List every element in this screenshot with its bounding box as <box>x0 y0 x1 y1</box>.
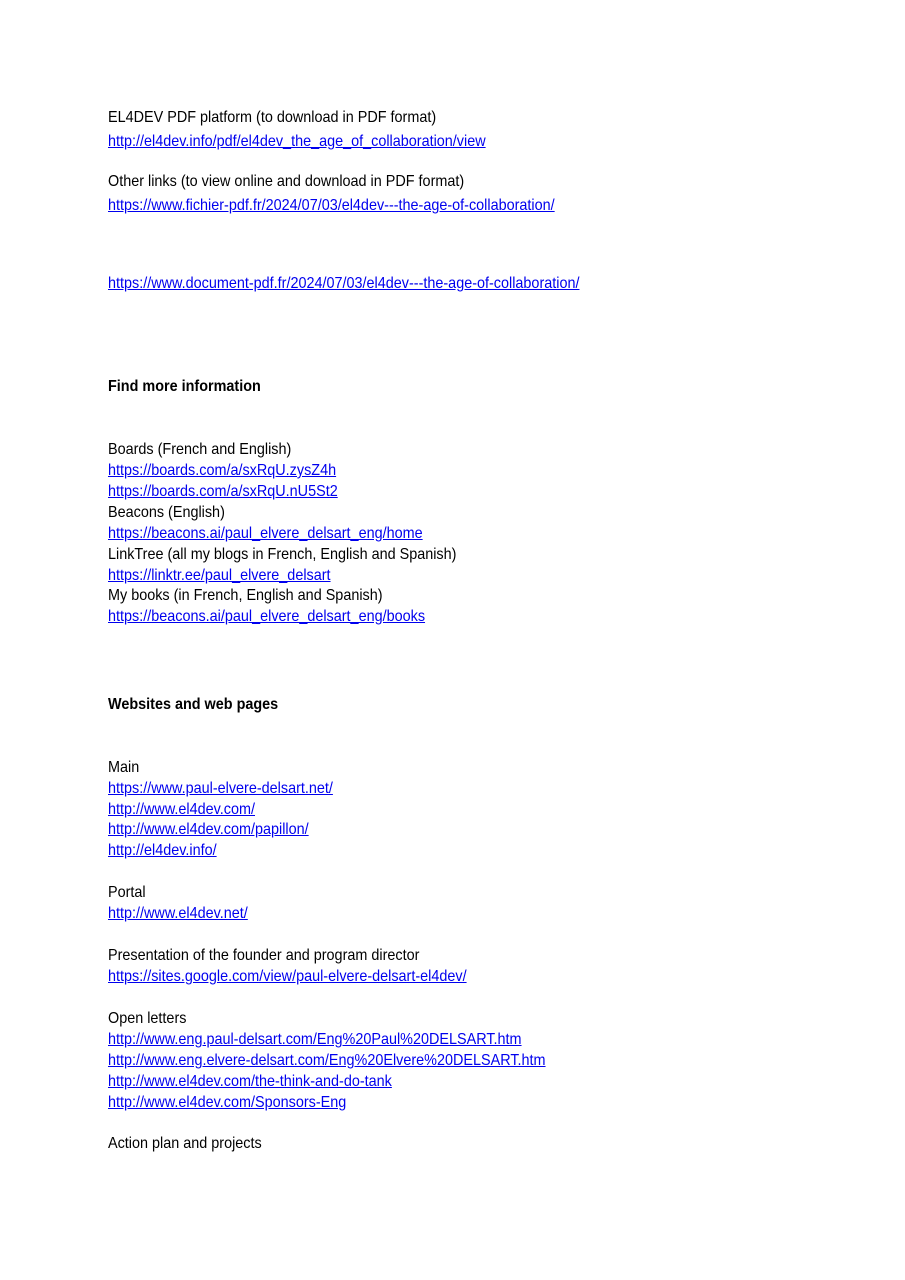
main-link-3[interactable]: http://www.el4dev.com/papillon/ <box>108 821 309 838</box>
portal-link[interactable]: http://www.el4dev.net/ <box>108 905 248 922</box>
other-links-label: Other links (to view online and download in PDF format) <box>108 173 465 190</box>
boards-link-1[interactable]: https://boards.com/a/sxRqU.zysZ4h <box>108 462 337 479</box>
find-more-information-heading: Find more information <box>108 378 261 395</box>
main-link-1[interactable]: https://www.paul-elvere-delsart.net/ <box>108 780 333 797</box>
founder-label: Presentation of the founder and program director <box>108 947 420 964</box>
beacons-label: Beacons (English) <box>108 504 225 521</box>
pdf-platform-link[interactable]: http://el4dev.info/pdf/el4dev_the_age_of_collaboration/view <box>108 133 486 150</box>
open-letters-link-3[interactable]: http://www.el4dev.com/the-think-and-do-tank <box>108 1073 392 1090</box>
boards-label: Boards (French and English) <box>108 441 292 458</box>
books-label: My books (in French, English and Spanish) <box>108 587 383 604</box>
linktree-label: LinkTree (all my blogs in French, English and Spanish) <box>108 546 457 563</box>
fichier-pdf-link[interactable]: https://www.fichier-pdf.fr/2024/07/03/el4dev---the-age-of-collaboration/ <box>108 197 555 214</box>
portal-label: Portal <box>108 884 146 901</box>
boards-link-2[interactable]: https://boards.com/a/sxRqU.nU5St2 <box>108 483 338 500</box>
open-letters-link-1[interactable]: http://www.eng.paul-delsart.com/Eng%20Paul%20DELSART.htm <box>108 1031 522 1048</box>
main-label: Main <box>108 759 140 776</box>
websites-heading: Websites and web pages <box>108 696 279 713</box>
beacons-link[interactable]: https://beacons.ai/paul_elvere_delsart_eng/home <box>108 525 423 542</box>
books-link[interactable]: https://beacons.ai/paul_elvere_delsart_eng/books <box>108 608 426 625</box>
main-link-2[interactable]: http://www.el4dev.com/ <box>108 801 255 818</box>
founder-link[interactable]: https://sites.google.com/view/paul-elvere-delsart-el4dev/ <box>108 968 467 985</box>
main-link-4[interactable]: http://el4dev.info/ <box>108 842 217 859</box>
linktree-link[interactable]: https://linktr.ee/paul_elvere_delsart <box>108 567 331 584</box>
document-pdf-link[interactable]: https://www.document-pdf.fr/2024/07/03/el4dev---the-age-of-collaboration/ <box>108 275 580 292</box>
open-letters-label: Open letters <box>108 1010 187 1027</box>
open-letters-link-2[interactable]: http://www.eng.elvere-delsart.com/Eng%20Elvere%20DELSART.htm <box>108 1052 546 1069</box>
action-plan-label: Action plan and projects <box>108 1135 262 1152</box>
pdf-platform-label: EL4DEV PDF platform (to download in PDF format) <box>108 109 437 126</box>
open-letters-link-4[interactable]: http://www.el4dev.com/Sponsors-Eng <box>108 1094 347 1111</box>
